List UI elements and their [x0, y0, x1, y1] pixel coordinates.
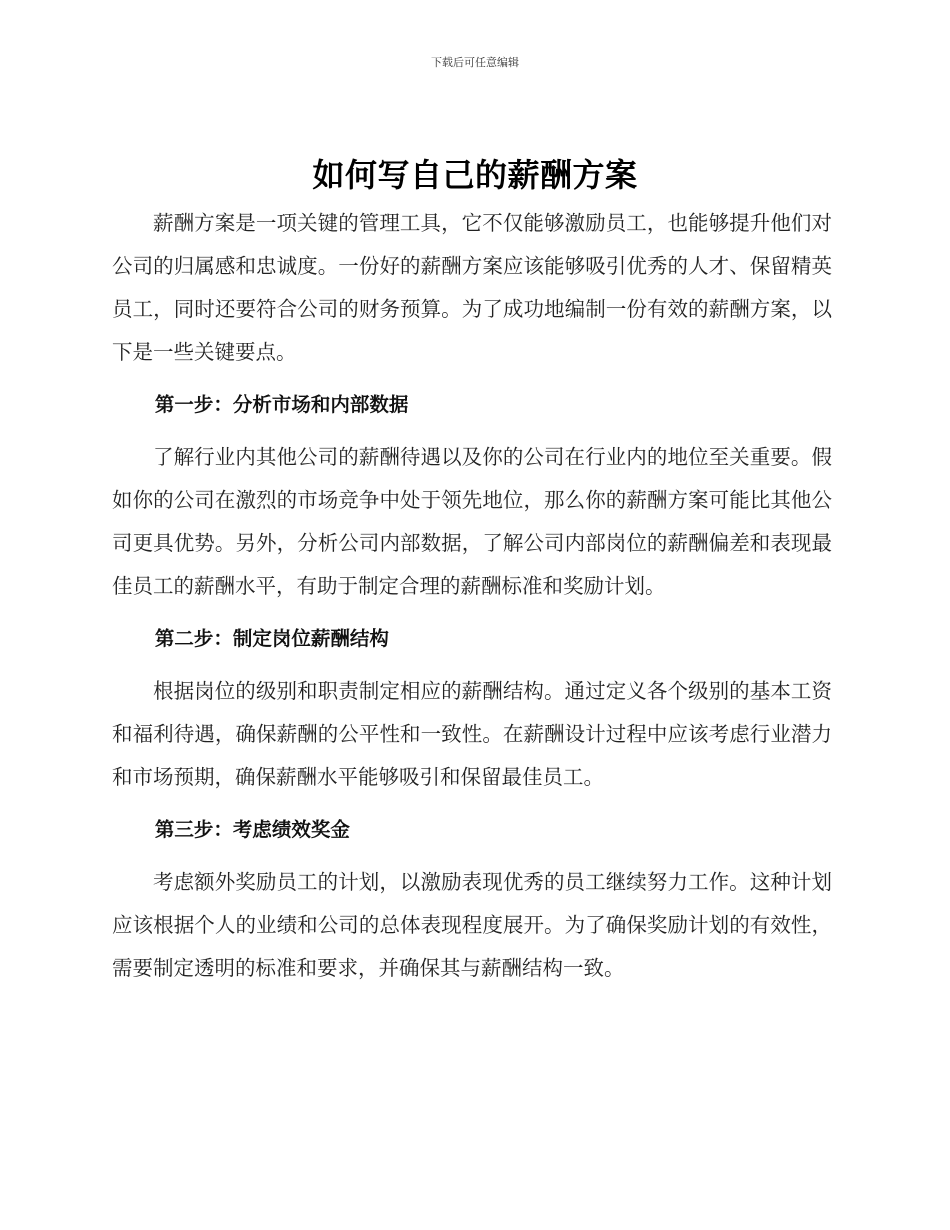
section-2-heading: 第二步：制定岗位薪酬结构 — [154, 627, 389, 650]
section-2-paragraph: 根据岗位的级别和职责制定相应的薪酬结构。通过定义各个级别的基本工资和福利待遇，确保薪酬的公平性和一致性。在薪酬设计过程中应该考虑行业潜力和市场预期，确保薪酬水平能够吸引和保留最佳员工。 — [112, 679, 832, 789]
section-1-heading: 第一步：分析市场和内部数据 — [154, 393, 409, 416]
document-title: 如何写自己的薪酬方案 — [312, 156, 638, 194]
intro-paragraph: 薪酬方案是一项关键的管理工具，它不仅能够激励员工，也能够提升他们对公司的归属感和忠诚度。一份好的薪酬方案应该能够吸引优秀的人才、保留精英员工，同时还要符合公司的财务预算。为了成功地编制一份有效的薪酬方案，以下是一些关键要点。 — [112, 211, 832, 364]
section-3-paragraph: 考虑额外奖励员工的计划，以激励表现优秀的员工继续努力工作。这种计划应该根据个人的业绩和公司的总体表现程度展开。为了确保奖励计划的有效性，需要制定透明的标准和要求，并确保其与薪酬结构一致。 — [112, 870, 832, 980]
section-3-heading: 第三步：考虑绩效奖金 — [154, 818, 350, 841]
document-body — [112, 202, 832, 990]
section-1-paragraph: 了解行业内其他公司的薪酬待遇以及你的公司在行业内的地位至关重要。假如你的公司在激烈的市场竞争中处于领先地位，那么你的薪酬方案可能比其他公司更具优势。另外，分析公司内部数据，了解公司内部岗位的薪酬偏差和表现最佳员工的薪酬水平，有助于制定合理的薪酬标准和奖励计划。 — [112, 445, 832, 598]
header-note: 下载后可任意编辑 — [431, 56, 519, 69]
